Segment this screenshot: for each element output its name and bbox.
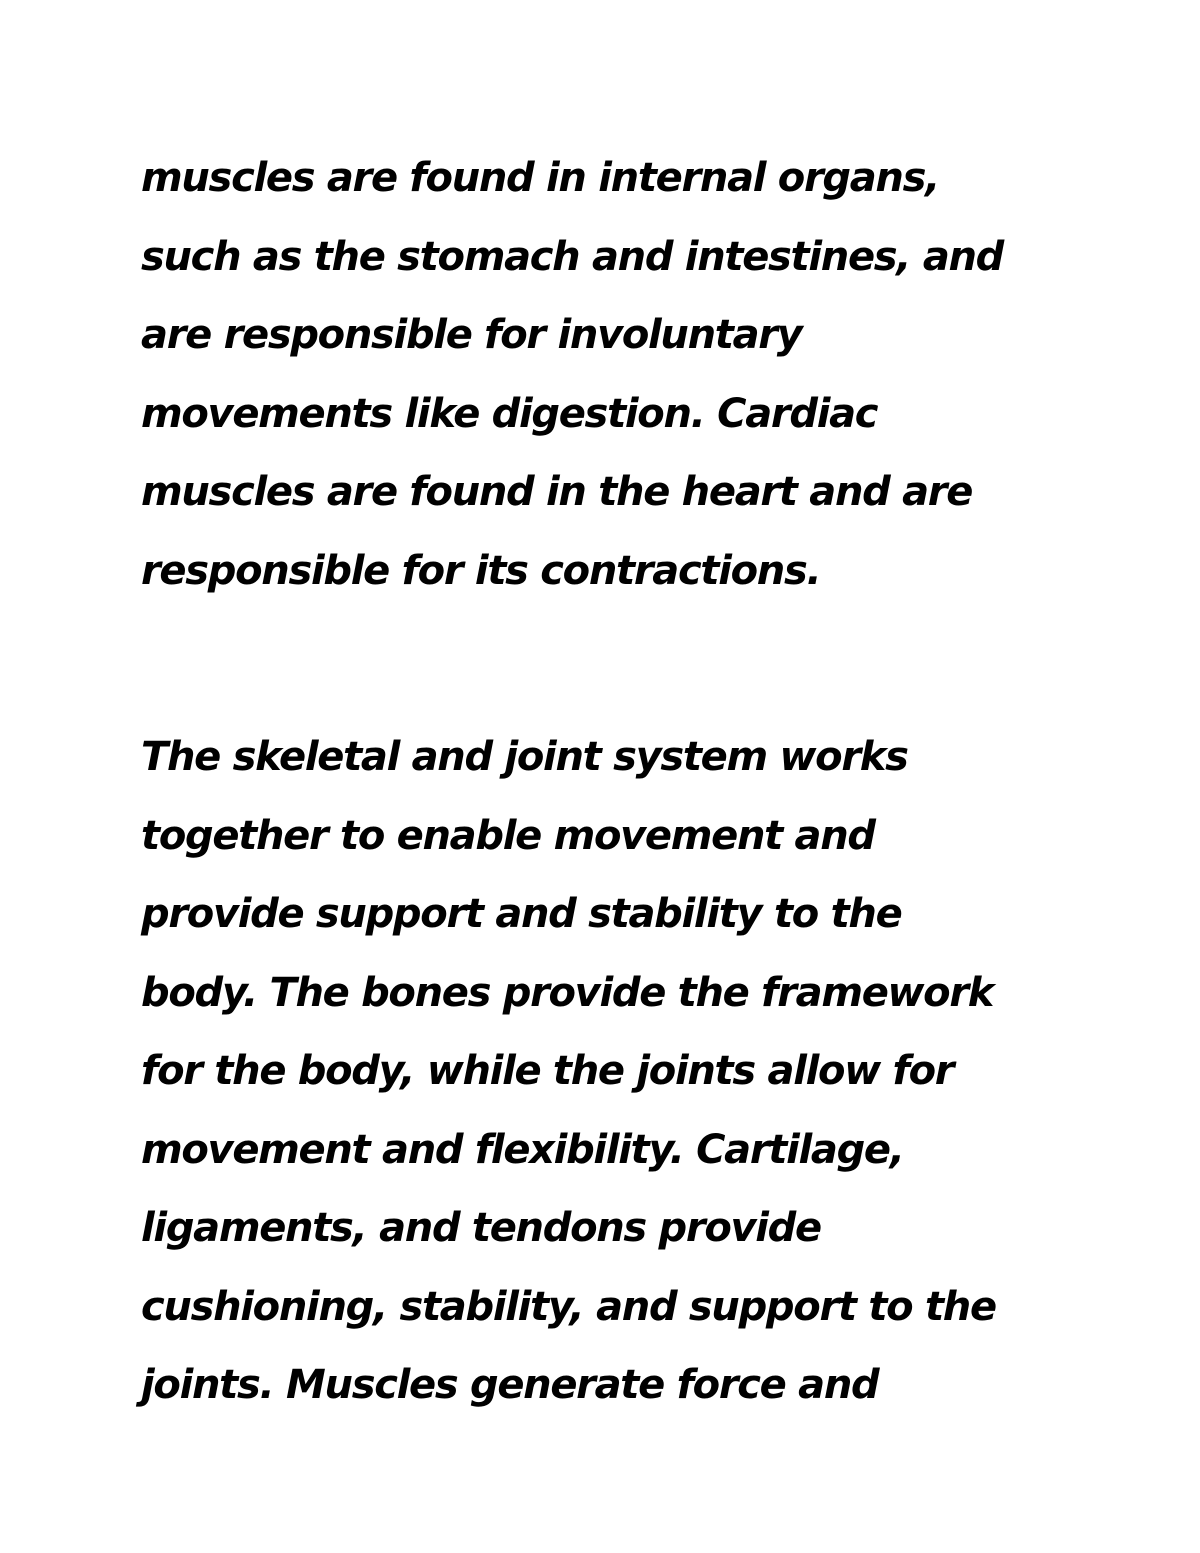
text-line: movements like digestion. Cardiac [141,390,878,437]
paragraph-muscle-types [141,139,1081,610]
text-line: joints. Muscles generate force and [141,1362,879,1408]
text-line: muscles are found in internal organs, [141,155,940,201]
text-line: for the body, while the joints allow for [141,1048,954,1094]
text-line: responsible for its contractions. [141,547,821,594]
text-line: ligaments, and tendons provide [141,1205,821,1251]
text-line: such as the stomach and intestines, and [141,233,1004,280]
text-line: body. The bones provide the framework [141,969,994,1016]
text-line: The skeletal and joint system works [141,734,908,780]
text-line: muscles are found in the heart and are [141,469,973,515]
text-line: together to enable movement and [141,812,875,859]
text-line: cushioning, stability, and support to the [141,1283,996,1330]
text-line: are responsible for involuntary [141,312,802,358]
text-line: movement and flexibility. Cartilage, [141,1126,904,1173]
paragraph-skeletal-joint-system [141,718,1081,1425]
text-line: provide support and stability to the [141,891,902,937]
